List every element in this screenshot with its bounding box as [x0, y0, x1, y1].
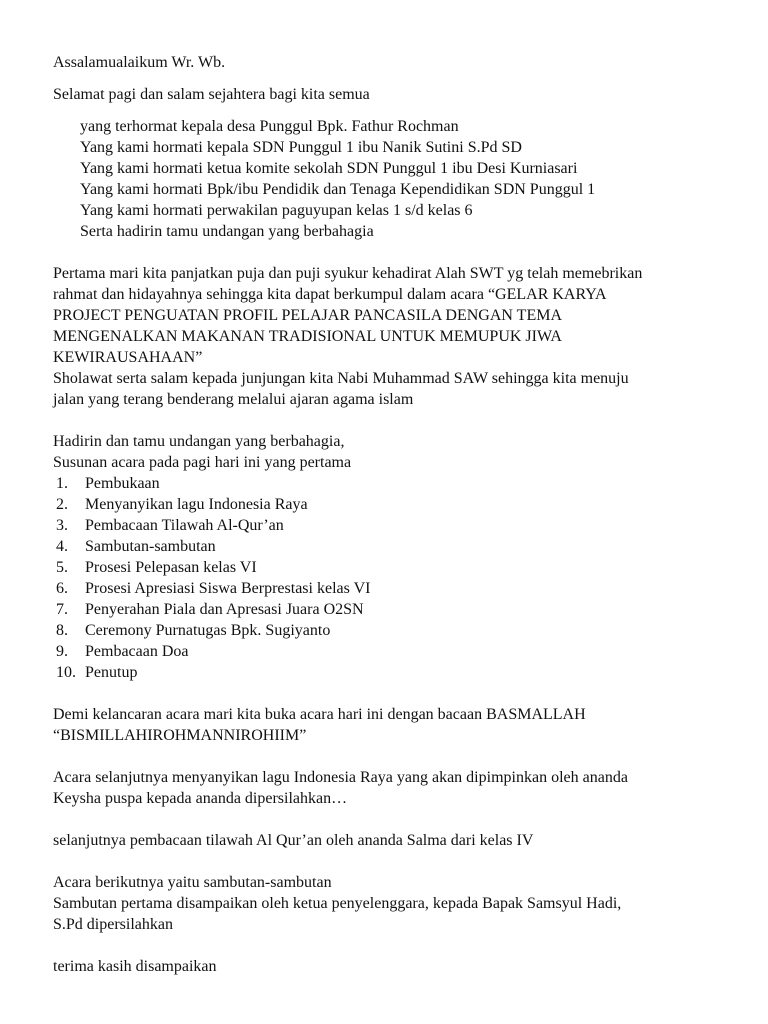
anthem-line: Keysha puspa kepada ananda dipersilahkan…: [53, 790, 348, 807]
agenda-intro-line: Susunan acara pada pagi hari ini yang pertama: [53, 454, 352, 471]
gratitude-line: MENGENALKAN MAKANAN TRADISIONAL UNTUK MEMUPUK JIWA: [53, 328, 562, 345]
agenda-item-text: Penyerahan Piala dan Apresasi Juara O2SN: [85, 601, 364, 618]
agenda-item: [56, 578, 370, 599]
agenda-item-number: 6.: [56, 580, 68, 597]
agenda-item-text: Penutup: [85, 664, 138, 681]
gratitude-line: jalan yang terang benderang melalui ajaran agama islam: [53, 391, 414, 408]
gratitude-line: PROJECT PENGUATAN PROFIL PELAJAR PANCASILA DENGAN TEMA: [53, 307, 563, 324]
agenda-item-text: Pembacaan Doa: [85, 643, 189, 660]
agenda-item-number: 2.: [56, 496, 68, 513]
opening-line: Selamat pagi dan salam sejahtera bagi kita semua: [53, 86, 370, 103]
respect-line: Yang kami hormati kepala SDN Punggul 1 ibu Nanik Sutini S.Pd SD: [80, 139, 522, 156]
respect-line: Serta hadirin tamu undangan yang berbahagia: [80, 223, 374, 240]
greeting-line: Assalamualaikum Wr. Wb.: [53, 54, 226, 71]
agenda-item: [56, 494, 308, 515]
respect-line: Yang kami hormati Bpk/ibu Pendidik dan Tenaga Kependidikan SDN Punggul 1: [80, 181, 596, 198]
agenda-item: [56, 473, 160, 494]
agenda-item-number: 10.: [56, 664, 76, 681]
agenda-item-text: Pembukaan: [85, 475, 160, 492]
agenda-item-text: Prosesi Pelepasan kelas VI: [85, 559, 257, 576]
basmallah-line: “BISMILLAHIROHMANNIROHIIM”: [53, 727, 307, 744]
gratitude-line: Sholawat serta salam kepada junjungan kita Nabi Muhammad SAW sehingga kita menuju: [53, 370, 629, 387]
agenda-item: [56, 620, 330, 641]
tilawah-line: selanjutnya pembacaan tilawah Al Qur’an oleh ananda Salma dari kelas IV: [53, 832, 534, 849]
agenda-item-text: Pembacaan Tilawah Al-Qur’an: [85, 517, 284, 534]
agenda-item-number: 1.: [56, 475, 68, 492]
agenda-item-number: 5.: [56, 559, 68, 576]
gratitude-line: rahmat dan hidayahnya sehingga kita dapat berkumpul dalam acara “GELAR KARYA: [53, 286, 607, 303]
agenda-item-text: Ceremony Purnatugas Bpk. Sugiyanto: [85, 622, 331, 639]
agenda-item: [56, 599, 364, 620]
respect-line: yang terhormat kepala desa Punggul Bpk. Fathur Rochman: [80, 118, 459, 135]
speeches-line: S.Pd dipersilahkan: [53, 916, 173, 933]
gratitude-line: KEWIRAUSAHAAN”: [53, 349, 203, 366]
speeches-line: Acara berikutnya yaitu sambutan-sambutan: [53, 874, 332, 891]
agenda-item-text: Prosesi Apresiasi Siswa Berprestasi kelas VI: [85, 580, 371, 597]
agenda-item-number: 9.: [56, 643, 68, 660]
gratitude-line: Pertama mari kita panjatkan puja dan puji syukur kehadirat Alah SWT yg telah memebrikan: [53, 265, 643, 282]
agenda-item: [56, 557, 257, 578]
agenda-item: [56, 662, 137, 683]
basmallah-line: Demi kelancaran acara mari kita buka acara hari ini dengan bacaan BASMALLAH: [53, 706, 586, 723]
agenda-item: [56, 536, 216, 557]
speeches-line: Sambutan pertama disampaikan oleh ketua penyelenggara, kepada Bapak Samsyul Hadi,: [53, 895, 622, 912]
agenda-item-number: 3.: [56, 517, 68, 534]
agenda-item-text: Sambutan-sambutan: [85, 538, 216, 555]
agenda-item-number: 7.: [56, 601, 68, 618]
agenda-intro-line: Hadirin dan tamu undangan yang berbahagia,: [53, 433, 345, 450]
respect-line: Yang kami hormati ketua komite sekolah SDN Punggul 1 ibu Desi Kurniasari: [80, 160, 578, 177]
agenda-item: [56, 641, 189, 662]
closing-line: terima kasih disampaikan: [53, 958, 217, 975]
agenda-item: [56, 515, 284, 536]
agenda-item-text: Menyanyikan lagu Indonesia Raya: [85, 496, 308, 513]
agenda-item-number: 8.: [56, 622, 68, 639]
agenda-item-number: 4.: [56, 538, 68, 555]
anthem-line: Acara selanjutnya menyanyikan lagu Indonesia Raya yang akan dipimpinkan oleh ananda: [53, 769, 628, 786]
respect-line: Yang kami hormati perwakilan paguyupan kelas 1 s/d kelas 6: [80, 202, 473, 219]
